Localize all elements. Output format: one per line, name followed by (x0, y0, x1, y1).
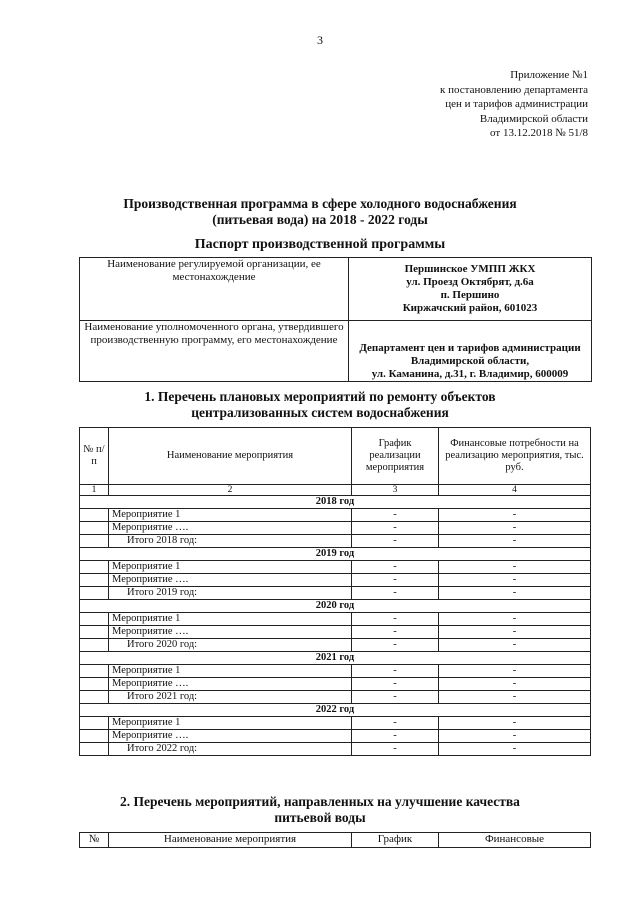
cell-schedule: - (352, 639, 439, 652)
cell-schedule: - (352, 626, 439, 639)
cell-finance: - (439, 561, 591, 574)
table-header-row (80, 428, 591, 485)
passport-value-line: Департамент цен и тарифов администрации (359, 342, 581, 354)
cell-schedule: - (352, 574, 439, 587)
table-row (80, 717, 591, 730)
appendix-line: цен и тарифов администрации (445, 98, 588, 110)
cell-name: Итого 2022 год: (109, 743, 352, 756)
cell-name: Мероприятие 1 (109, 665, 352, 678)
column-number: 1 (80, 485, 109, 496)
passport-value-line: Владимирской области, (410, 355, 530, 367)
section-title-line: централизованных систем водоснабжения (191, 405, 449, 420)
cell-name: Мероприятие …. (109, 522, 352, 535)
cell-finance: - (439, 743, 591, 756)
cell-finance: - (439, 665, 591, 678)
header-num: № (80, 833, 109, 848)
cell-num (80, 509, 109, 522)
section-title-line: 2. Перечень мероприятий, направленных на улучшение качества (120, 794, 520, 809)
header-schedule: График (352, 833, 439, 848)
passport-value-line: Киржачский район, 601023 (402, 302, 538, 314)
year-row (80, 704, 591, 717)
cell-name: Итого 2020 год: (109, 639, 352, 652)
cell-num (80, 691, 109, 704)
cell-name: Мероприятие …. (109, 574, 352, 587)
cell-schedule: - (352, 509, 439, 522)
year-label: 2022 год (80, 704, 591, 717)
appendix-line: Владимирской области (479, 112, 588, 125)
year-label: 2021 год (80, 652, 591, 665)
section-title-line: 1. Перечень плановых мероприятий по ремонту объектов (144, 389, 496, 404)
cell-num (80, 665, 109, 678)
cell-schedule: - (352, 678, 439, 691)
year-label: 2018 год (80, 496, 591, 509)
header-num: № п/п (80, 428, 109, 485)
cell-schedule: - (352, 730, 439, 743)
passport-value-line: п. Першино (440, 289, 500, 301)
column-number: 3 (352, 485, 439, 496)
passport-value-line: Першинское УМПП ЖКХ (404, 263, 536, 275)
title-line: (питьевая вода) на 2018 - 2022 годы (212, 212, 428, 227)
passport-row (80, 321, 592, 382)
year-label: 2020 год (80, 600, 591, 613)
cell-name: Мероприятие 1 (109, 717, 352, 730)
cell-num (80, 717, 109, 730)
cell-num (80, 561, 109, 574)
total-row (80, 743, 591, 756)
header-name: Наименование мероприятия (109, 833, 352, 848)
section2-title (0, 794, 640, 826)
cell-num (80, 535, 109, 548)
cell-schedule: - (352, 717, 439, 730)
cell-name: Итого 2019 год: (109, 587, 352, 600)
appendix-line: к постановлению департамента (440, 83, 588, 96)
cell-finance: - (439, 522, 591, 535)
passport-label: Наименование уполномоченного органа, утвердившего производственную программу, его местонахождение (80, 321, 349, 382)
passport-value (349, 321, 592, 382)
cell-finance: - (439, 691, 591, 704)
document-title (0, 196, 640, 228)
section-title-line: питьевой воды (274, 810, 366, 825)
cell-num (80, 639, 109, 652)
cell-schedule: - (352, 587, 439, 600)
table-row (80, 613, 591, 626)
year-label: 2019 год (80, 548, 591, 561)
cell-finance: - (439, 535, 591, 548)
column-number-row (80, 485, 591, 496)
cell-num (80, 730, 109, 743)
cell-finance: - (439, 639, 591, 652)
total-row (80, 587, 591, 600)
cell-schedule: - (352, 561, 439, 574)
table-row (80, 522, 591, 535)
cell-num (80, 678, 109, 691)
cell-schedule: - (352, 691, 439, 704)
passport-table (79, 257, 592, 382)
events-table (79, 427, 591, 756)
cell-name: Итого 2021 год: (109, 691, 352, 704)
passport-value-line: ул. Каманина, д.31, г. Владимир, 600009 (371, 368, 569, 380)
year-row (80, 496, 591, 509)
table-row (80, 509, 591, 522)
column-number: 2 (109, 485, 352, 496)
header-schedule: График реализации мероприятия (352, 428, 439, 485)
appendix-header (388, 68, 588, 141)
passport-heading: Паспорт производственной программы (194, 237, 446, 252)
cell-finance: - (439, 574, 591, 587)
cell-finance: - (439, 587, 591, 600)
year-row (80, 652, 591, 665)
table-row (80, 730, 591, 743)
cell-name: Мероприятие …. (109, 678, 352, 691)
total-row (80, 639, 591, 652)
passport-row (80, 258, 592, 321)
header-name: Наименование мероприятия (109, 428, 352, 485)
table-row (80, 561, 591, 574)
cell-num (80, 574, 109, 587)
cell-name: Мероприятие …. (109, 730, 352, 743)
cell-finance: - (439, 717, 591, 730)
cell-schedule: - (352, 535, 439, 548)
header-finance: Финансовые потребности на реализацию мероприятия, тыс. руб. (439, 428, 591, 485)
passport-label: Наименование регулируемой организации, ее местонахождение (80, 258, 349, 321)
page-number: 3 (317, 33, 323, 47)
cell-num (80, 743, 109, 756)
section1-title (0, 389, 640, 421)
table-row (80, 665, 591, 678)
table-row (80, 574, 591, 587)
cell-num (80, 587, 109, 600)
cell-schedule: - (352, 522, 439, 535)
year-row (80, 600, 591, 613)
appendix-line: от 13.12.2018 № 51/8 (490, 127, 588, 139)
cell-name: Мероприятие 1 (109, 561, 352, 574)
cell-finance: - (439, 626, 591, 639)
cell-finance: - (439, 730, 591, 743)
passport-value (349, 258, 592, 321)
cell-schedule: - (352, 743, 439, 756)
cell-name: Мероприятие 1 (109, 509, 352, 522)
table-row (80, 626, 591, 639)
header-finance: Финансовые (439, 833, 591, 848)
year-row (80, 548, 591, 561)
title-line: Производственная программа в сфере холодного водоснабжения (123, 196, 517, 211)
cell-name: Мероприятие …. (109, 626, 352, 639)
appendix-line: Приложение №1 (510, 69, 588, 81)
passport-value-line: ул. Проезд Октябрят, д.6а (406, 276, 534, 288)
cell-num (80, 522, 109, 535)
cell-name: Итого 2018 год: (109, 535, 352, 548)
column-number: 4 (439, 485, 591, 496)
cell-finance: - (439, 613, 591, 626)
cell-finance: - (439, 678, 591, 691)
total-row (80, 535, 591, 548)
cell-name: Мероприятие 1 (109, 613, 352, 626)
cell-finance: - (439, 509, 591, 522)
cell-num (80, 613, 109, 626)
cell-schedule: - (352, 665, 439, 678)
section2-table (79, 832, 591, 848)
cell-schedule: - (352, 613, 439, 626)
table-row (80, 678, 591, 691)
table-header-row (80, 833, 591, 848)
total-row (80, 691, 591, 704)
cell-num (80, 626, 109, 639)
